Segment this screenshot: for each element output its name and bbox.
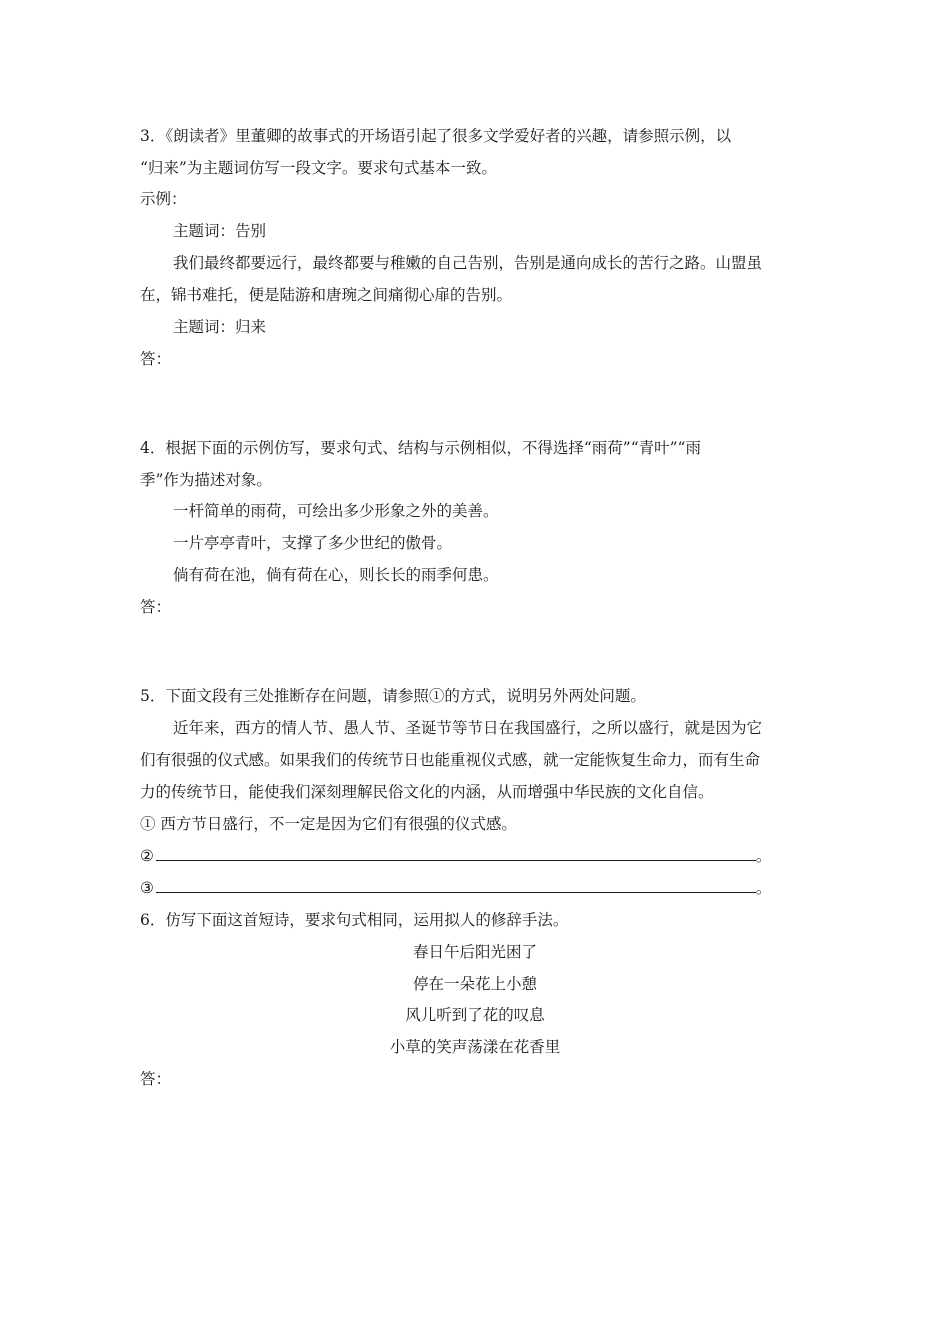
q6-poem-line3: 风儿听到了花的叹息 [405,1006,545,1024]
q5-passage-line1: 近年来，西方的情人节、愚人节、圣诞节等节日在我国盛行，之所以盛行，就是因为它 [173,719,763,737]
q5-item-1: ① 西方节日盛行，不一定是因为它们有很强的仪式感。 [140,815,517,833]
q6-poem-line1: 春日午后阳光困了 [412,943,537,961]
q5-item-2-answer-blank[interactable] [156,845,756,861]
q5-item-3-answer-blank[interactable] [156,877,756,893]
q3-example-para-line1: 我们最终都要远行，最终都要与稚嫩的自己告别，告别是通向成长的苦行之路。山盟虽 [173,254,763,272]
q4-example-line1: 一杆简单的雨荷，可绘出多少形象之外的美善。 [173,502,499,520]
q5-item-3-mark: ③ [140,879,154,897]
q5-prompt: 5．下面文段有三处推断存在问题，请参照①的方式，说明另外两处问题。 [140,687,646,705]
q3-prompt-line2: “归来”为主题词仿写一段文字。要求句式基本一致。 [140,159,497,177]
q5-item-2-mark: ② [140,847,154,865]
q5-item-2-period: 。 [755,847,772,865]
q5-passage-line2: 们有很强的仪式感。如果我们的传统节日也能重视仪式感，就一定能恢复生命力，而有生命 [140,751,761,769]
q5-passage-line3: 力的传统节日，能使我们深刻理解民俗文化的内涵，从而增强中华民族的文化自信。 [140,783,714,801]
q6-poem-line4: 小草的笑声荡漾在花香里 [389,1038,561,1056]
q3-example-label: 示例： [140,190,187,208]
q3-topic-example: 主题词：告别 [173,222,267,240]
q6-poem-line2: 停在一朵花上小憩 [412,975,537,993]
q3-topic-task: 主题词：归来 [173,318,267,336]
q3-example-para-line2: 在，锦书难托，便是陆游和唐琬之间痛彻心扉的告别。 [140,286,513,304]
q4-example-line3: 倘有荷在池，倘有荷在心，则长长的雨季何患。 [173,566,499,584]
q5-item-3 [140,877,771,899]
q6-prompt: 6．仿写下面这首短诗，要求句式相同，运用拟人的修辞手法。 [140,911,569,929]
q3-prompt-line1: 3．《朗读者》里董卿的故事式的开场语引起了很多文学爱好者的兴趣，请参照示例，以 [140,127,732,145]
q6-answer-label: 答： [140,1070,172,1088]
q3-answer-label: 答： [140,350,172,368]
q4-example-line2: 一片亭亭青叶，支撑了多少世纪的傲骨。 [173,534,453,552]
q4-prompt-line2: 季”作为描述对象。 [140,471,272,489]
q4-prompt-line1: 4．根据下面的示例仿写，要求句式、结构与示例相似，不得选择“雨荷”“青叶”“雨 [140,439,701,457]
q5-item-3-period: 。 [755,879,772,897]
q5-item-2 [140,845,771,867]
q4-answer-label: 答： [140,598,172,616]
